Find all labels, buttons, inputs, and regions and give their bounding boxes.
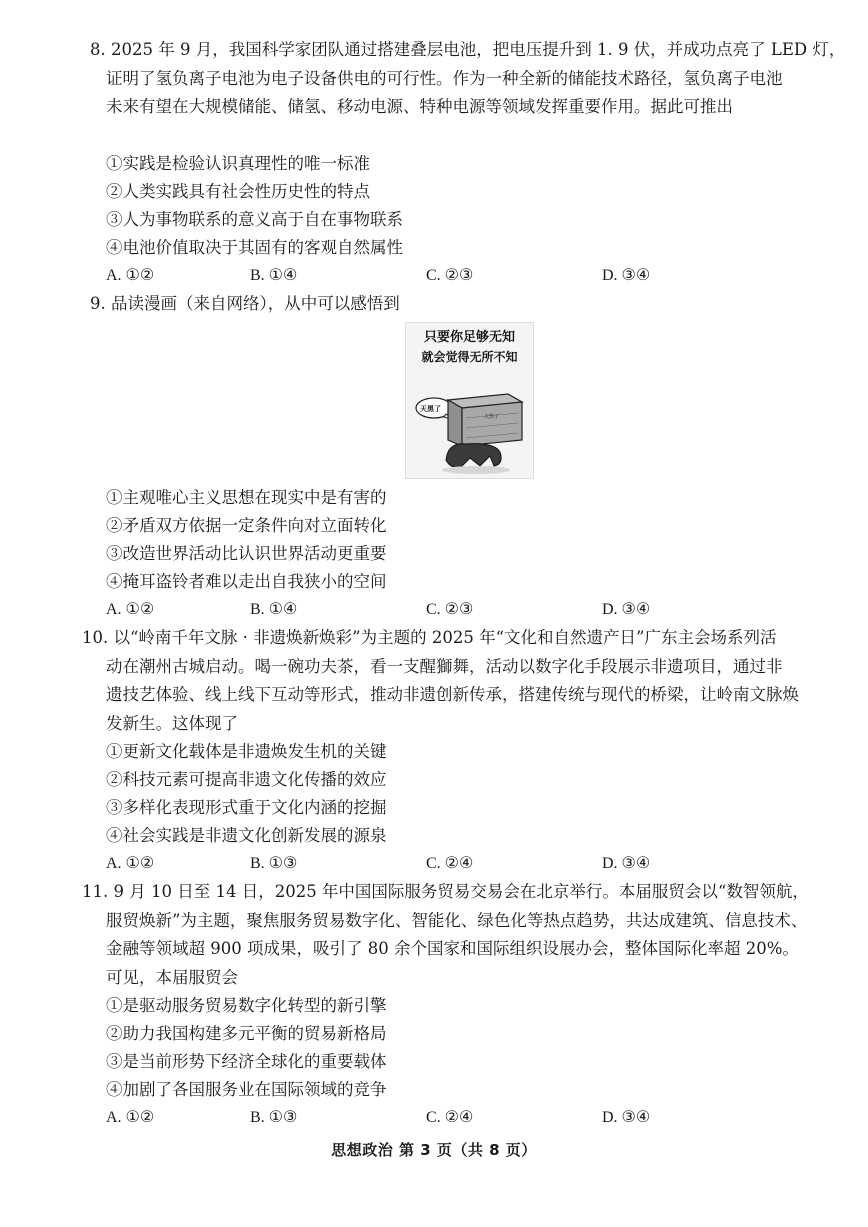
question-8-line-2: 证明了氢负离子电池为电子设备供电的可行性。作为一种全新的储能技术路径，氢负离子电池 (106, 68, 783, 88)
choice-c[interactable]: C. ②③ (426, 267, 474, 284)
question-9-option-1: ①主观唯心主义思想在现实中是有害的 (106, 488, 387, 507)
question-8-option-2: ②人类实践具有社会性历史性的特点 (106, 182, 370, 201)
cartoon-image (405, 322, 534, 479)
question-11-option-1: ①是驱动服务贸易数字化转型的新引擎 (106, 996, 387, 1015)
question-8-choices (106, 262, 806, 290)
choice-a[interactable]: A. ①② (106, 601, 155, 618)
question-8-line-1: 8. 2025 年 9 月，我国科学家团队通过搭建叠层电池，把电压提升到 1. 9 伏，并成功点亮了 LED 灯， (90, 40, 846, 59)
question-9-option-3: ③改造世界活动比认识世界活动更重要 (106, 544, 387, 563)
question-11-stem (82, 878, 832, 992)
question-10-option-3: ③多样化表现形式重于文化内涵的挖掘 (106, 798, 387, 817)
question-11-line-2: 服贸焕新”为主题，聚焦服务贸易数字化、智能化、绿色化等热点趋势，共达成建筑、信息技术、 (106, 910, 808, 930)
question-8-line-3: 未来有望在大规模储能、储氢、移动电源、特种电源等领域发挥重要作用。据此可推出 (106, 97, 733, 116)
question-8-stem (90, 36, 846, 122)
choice-b[interactable]: B. ①④ (250, 601, 298, 618)
box-label: 天黑了 (484, 414, 500, 420)
choice-a[interactable]: A. ①② (106, 1109, 155, 1126)
choice-d[interactable]: D. ③④ (602, 267, 651, 284)
question-10-line-2: 动在潮州古城启动。喝一碗功夫茶，看一支醒獅舞，活动以数字化手段展示非遗项目，通过非 (106, 656, 783, 676)
question-11-line-4: 可见，本届服贸会 (106, 967, 238, 987)
question-11-option-4: ④加剧了各国服务业在国际领域的竞争 (106, 1080, 387, 1099)
question-10-option-2: ②科技元素可提高非遗文化传播的效应 (106, 770, 387, 789)
question-10-line-3: 遗技艺体验、线上线下互动等形式，推动非遗创新传承，搭建传统与现代的桥梁，让岭南文脉焕 (106, 685, 799, 704)
question-11-line-3: 金融等领域超 900 项成果，吸引了 80 余个国家和国际组织设展办会，整体国际化率超 20%。 (106, 939, 799, 958)
choice-a[interactable]: A. ①② (106, 855, 155, 872)
speech-bubble-text: 天黑了 (420, 405, 441, 413)
choice-d[interactable]: D. ③④ (602, 601, 651, 618)
page-footer: 思想政治 第 3 页（共 8 页） (331, 1141, 537, 1159)
box-front (462, 402, 522, 446)
shadow (442, 466, 510, 474)
question-11-choices (106, 1104, 806, 1132)
box-side (448, 400, 462, 446)
choice-d[interactable]: D. ③④ (602, 855, 651, 872)
question-11-line-1: 11. 9 月 10 日至 14 日，2025 年中国国际服务贸易交易会在北京举行。本届服贸会以“数智领航， (82, 882, 809, 901)
choice-c[interactable]: C. ②④ (426, 1109, 474, 1126)
choice-b[interactable]: B. ①③ (250, 1109, 298, 1126)
creature-body (446, 444, 501, 468)
cartoon-caption-line-1: 只要你足够无知 (423, 330, 515, 345)
question-8-option-1: ①实践是检验认识真理性的唯一标准 (106, 154, 370, 173)
question-9-choices (106, 596, 806, 624)
choice-c[interactable]: C. ②③ (426, 601, 474, 618)
question-9-option-2: ②矛盾双方依据一定条件向对立面转化 (106, 516, 387, 535)
choice-a[interactable]: A. ①② (106, 267, 155, 284)
question-8-option-4: ④电池价值取决于其固有的客观自然属性 (106, 238, 403, 257)
choice-b[interactable]: B. ①④ (250, 267, 298, 284)
question-10-choices (106, 850, 806, 878)
cartoon-drawing (406, 368, 533, 478)
choice-b[interactable]: B. ①③ (250, 855, 298, 872)
question-9-option-4: ④掩耳盗铃者难以走出自我狭小的空间 (106, 572, 387, 591)
question-8-option-3: ③人为事物联系的意义高于自在事物联系 (106, 210, 403, 229)
question-10-line-1: 10. 以“岭南千年文脉 · 非遗焕新焕彩”为主题的 2025 年“文化和自然遗产日”广东主会场系列活 (82, 628, 777, 647)
choice-d[interactable]: D. ③④ (602, 1109, 651, 1126)
cartoon-caption-line-2: 就会觉得无所不知 (421, 350, 518, 364)
choice-c[interactable]: C. ②④ (426, 855, 474, 872)
question-9-stem: 9. 品读漫画（来自网络），从中可以感悟到 (90, 294, 400, 313)
question-11-option-3: ③是当前形势下经济全球化的重要载体 (106, 1052, 387, 1071)
question-10-line-4: 发新生。这体现了 (106, 713, 238, 733)
question-10-option-4: ④社会实践是非遗文化创新发展的源泉 (106, 826, 387, 845)
question-10-stem (82, 624, 832, 738)
question-10-option-1: ①更新文化载体是非遗焕发生机的关键 (106, 742, 387, 761)
question-11-option-2: ②助力我国构建多元平衡的贸易新格局 (106, 1024, 387, 1043)
